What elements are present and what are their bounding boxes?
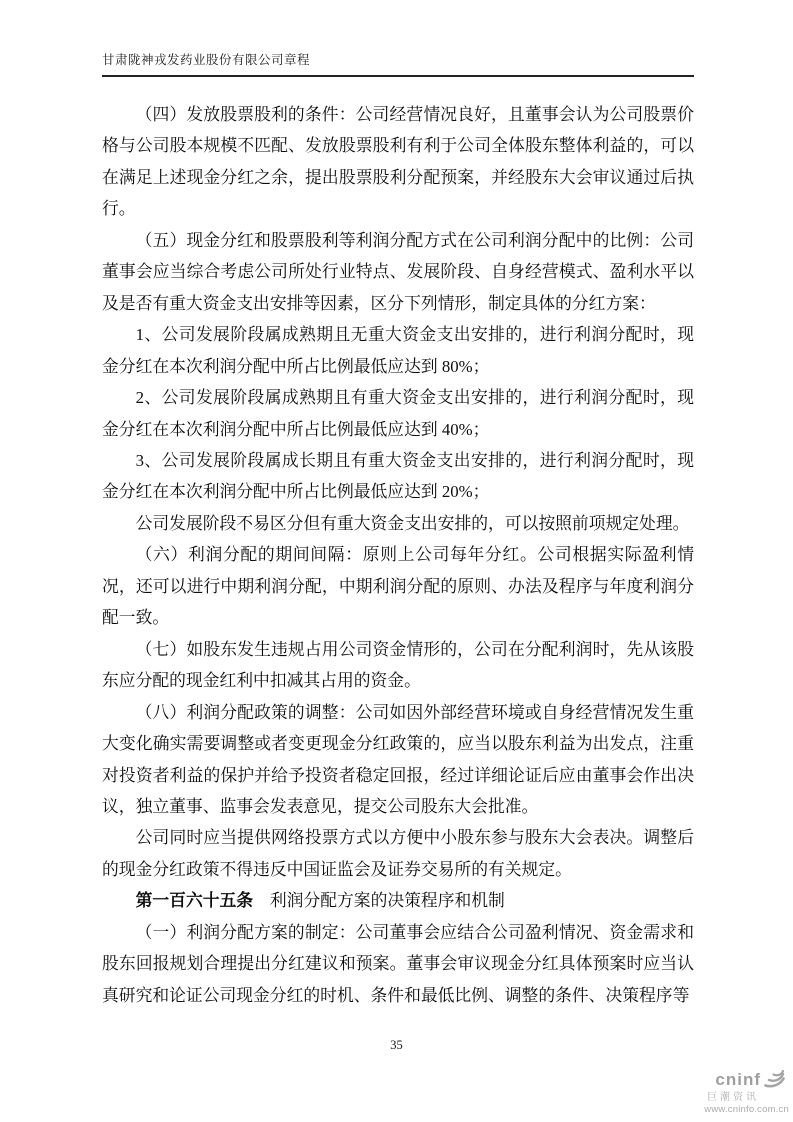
paragraph-distribution-ratio: （五）现金分红和股票股利等利润分配方式在公司利润分配中的比例：公司董事会应当综合考虑公司所处行业特点、发展阶段、自身经营模式、盈利水平以及是否有重大资金支出安排等因素，区分下列情形，制定具体的分红方案： bbox=[102, 230, 694, 313]
paragraph-item-3-growth-with-capex: 3、公司发展阶段属成长期且有重大资金支出安排的，进行利润分配时，现金分红在本次利润分配中所占比例最低应达到 20%； bbox=[102, 450, 694, 502]
document-body bbox=[102, 99, 694, 1011]
cninfo-chinese-name: 巨潮资讯 bbox=[707, 1091, 759, 1103]
paragraph-item-1-mature-no-capex: 1、公司发展阶段属成熟期且无重大资金支出安排的，进行利润分配时，现金分红在本次利润分配中所占比例最低应达到 80%； bbox=[102, 325, 694, 376]
cninfo-brand-row bbox=[704, 1068, 789, 1092]
cninfo-swirl-icon bbox=[763, 1068, 789, 1092]
article-title: 利润分配方案的决策程序和机制 bbox=[269, 891, 505, 911]
cninfo-watermark bbox=[704, 1068, 789, 1115]
running-header-title: 甘肃陇神戎发药业股份有限公司章程 bbox=[102, 50, 694, 77]
paragraph-item-2-mature-with-capex: 2、公司发展阶段属成熟期且有重大资金支出安排的，进行利润分配时，现金分红在本次利润分配中所占比例最低应达到 40%； bbox=[102, 388, 694, 439]
paragraph-stage-hard-to-distinguish: 公司发展阶段不易区分但有重大资金支出安排的，可以按照前项规定处理。 bbox=[135, 513, 690, 533]
paragraph-online-voting: 公司同时应当提供网络投票方式以方便中小股东参与股东大会表决。调整后的现金分红政策不得违反中国证监会及证券交易所的有关规定。 bbox=[102, 828, 694, 879]
cninfo-brand-text: cninf bbox=[715, 1070, 761, 1089]
paragraph-plan-formulation: （一）利润分配方案的制定：公司董事会应结合公司盈利情况、资金需求和股东回报规划合理提出分红建议和预案。董事会审议现金分红具体预案时应当认真研究和论证公司现金分红的时机、条件和最低比例、调整的条件、决策程序等 bbox=[102, 922, 694, 1005]
cninfo-url: www.cninfo.com.cn bbox=[704, 1103, 789, 1115]
paragraph-distribution-interval: （六）利润分配的期间间隔：原则上公司每年分红。公司根据实际盈利情况，还可以进行中期利润分配，中期利润分配的原则、办法及程序与年度利润分配一致。 bbox=[102, 545, 694, 628]
paragraph-policy-adjustment: （八）利润分配政策的调整：公司如因外部经营环境或自身经营情况发生重大变化确实需要调整或者变更现金分红政策的，应当以股东利益为出发点，注重对投资者利益的保护并给予投资者稳定回报，经过详细论证后应由董事会作出决议，独立董事、监事会发表意见，提交公司股东大会批准。 bbox=[102, 702, 694, 816]
paragraph-dividend-stock-conditions: （四）发放股票股利的条件：公司经营情况良好，且董事会认为公司股票价格与公司股本规模不匹配、发放股票股利有利于公司全体股东整体利益的，可以在满足上述现金分红之余，提出股票股利分配预案，并经股东大会审议通过后执行。 bbox=[102, 105, 694, 219]
paragraph-shareholder-fund-occupation: （七）如股东发生违规占用公司资金情形的，公司在分配利润时，先从该股东应分配的现金红利中扣减其占用的资金。 bbox=[102, 639, 694, 691]
page-number: 35 bbox=[390, 1038, 403, 1052]
article-heading bbox=[102, 885, 694, 916]
article-number: 第一百六十五条 bbox=[135, 891, 254, 911]
